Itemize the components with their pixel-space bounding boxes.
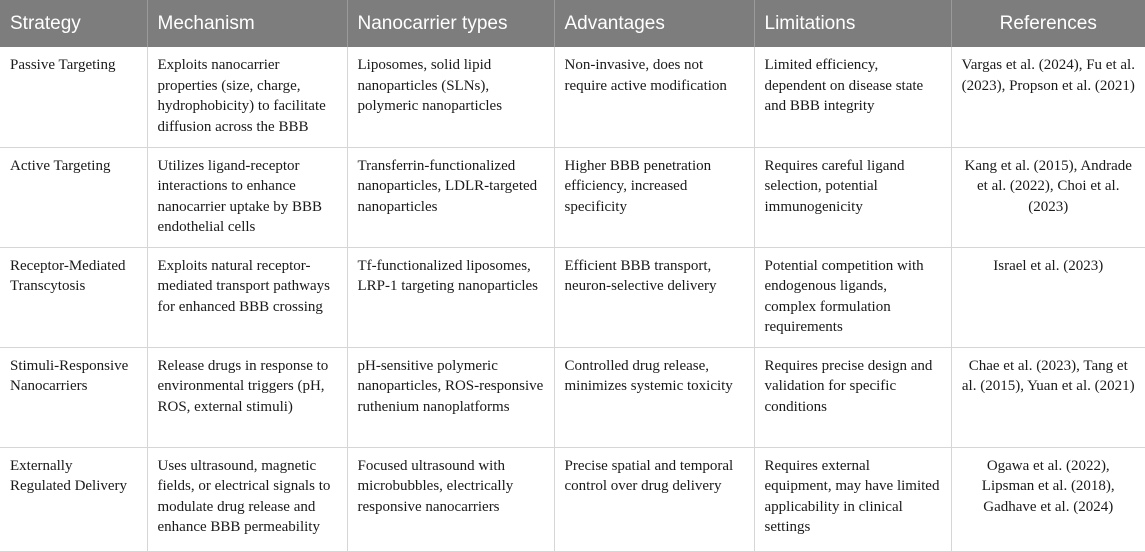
cell-strategy: Active Targeting: [0, 147, 147, 247]
cell-advantages: Non-invasive, does not require active modification: [554, 47, 754, 147]
cell-strategy: Stimuli-Responsive Nanocarriers: [0, 347, 147, 447]
cell-references: Vargas et al. (2024), Fu et al. (2023), Propson et al. (2021): [951, 47, 1145, 147]
cell-references: Israel et al. (2023): [951, 247, 1145, 347]
cell-advantages: Controlled drug release, minimizes systemic toxicity: [554, 347, 754, 447]
cell-limitations: Requires precise design and validation for specific conditions: [754, 347, 951, 447]
table-row: [0, 247, 1145, 347]
header-nanocarrier-types: Nanocarrier types: [347, 0, 554, 47]
cell-mechanism: Exploits nanocarrier properties (size, charge, hydrophobicity) to facilitate diffusion across the BBB: [147, 47, 347, 147]
cell-advantages: Precise spatial and temporal control over drug delivery: [554, 447, 754, 551]
cell-nanocarrier-types: Transferrin-functionalized nanoparticles, LDLR-targeted nanoparticles: [347, 147, 554, 247]
cell-advantages: Efficient BBB transport, neuron-selective delivery: [554, 247, 754, 347]
cell-limitations: Requires external equipment, may have limited applicability in clinical settings: [754, 447, 951, 551]
cell-mechanism: Uses ultrasound, magnetic fields, or electrical signals to modulate drug release and enhance BBB permeability: [147, 447, 347, 551]
cell-nanocarrier-types: Tf-functionalized liposomes, LRP-1 targeting nanoparticles: [347, 247, 554, 347]
table-row: [0, 347, 1145, 447]
cell-mechanism: Release drugs in response to environmental triggers (pH, ROS, external stimuli): [147, 347, 347, 447]
cell-mechanism: Exploits natural receptor-mediated transport pathways for enhanced BBB crossing: [147, 247, 347, 347]
header-row: [0, 0, 1145, 47]
cell-references: Ogawa et al. (2022), Lipsman et al. (2018), Gadhave et al. (2024): [951, 447, 1145, 551]
cell-limitations: Requires careful ligand selection, potential immunogenicity: [754, 147, 951, 247]
cell-strategy: Receptor-Mediated Transcytosis: [0, 247, 147, 347]
cell-limitations: Potential competition with endogenous ligands, complex formulation requirements: [754, 247, 951, 347]
header-limitations: Limitations: [754, 0, 951, 47]
header-strategy: Strategy: [0, 0, 147, 47]
cell-limitations: Limited efficiency, dependent on disease state and BBB integrity: [754, 47, 951, 147]
cell-references: Kang et al. (2015), Andrade et al. (2022), Choi et al. (2023): [951, 147, 1145, 247]
header-advantages: Advantages: [554, 0, 754, 47]
cell-nanocarrier-types: Focused ultrasound with microbubbles, electrically responsive nanocarriers: [347, 447, 554, 551]
cell-nanocarrier-types: Liposomes, solid lipid nanoparticles (SLNs), polymeric nanoparticles: [347, 47, 554, 147]
cell-mechanism: Utilizes ligand-receptor interactions to enhance nanocarrier uptake by BBB endothelial cells: [147, 147, 347, 247]
cell-nanocarrier-types: pH-sensitive polymeric nanoparticles, ROS-responsive ruthenium nanoplatforms: [347, 347, 554, 447]
header-mechanism: Mechanism: [147, 0, 347, 47]
cell-references: Chae et al. (2023), Tang et al. (2015), Yuan et al. (2021): [951, 347, 1145, 447]
cell-strategy: Externally Regulated Delivery: [0, 447, 147, 551]
cell-advantages: Higher BBB penetration efficiency, increased specificity: [554, 147, 754, 247]
table-row: [0, 447, 1145, 551]
table-row: [0, 147, 1145, 247]
cell-strategy: Passive Targeting: [0, 47, 147, 147]
header-references: References: [951, 0, 1145, 47]
table-row: [0, 47, 1145, 147]
